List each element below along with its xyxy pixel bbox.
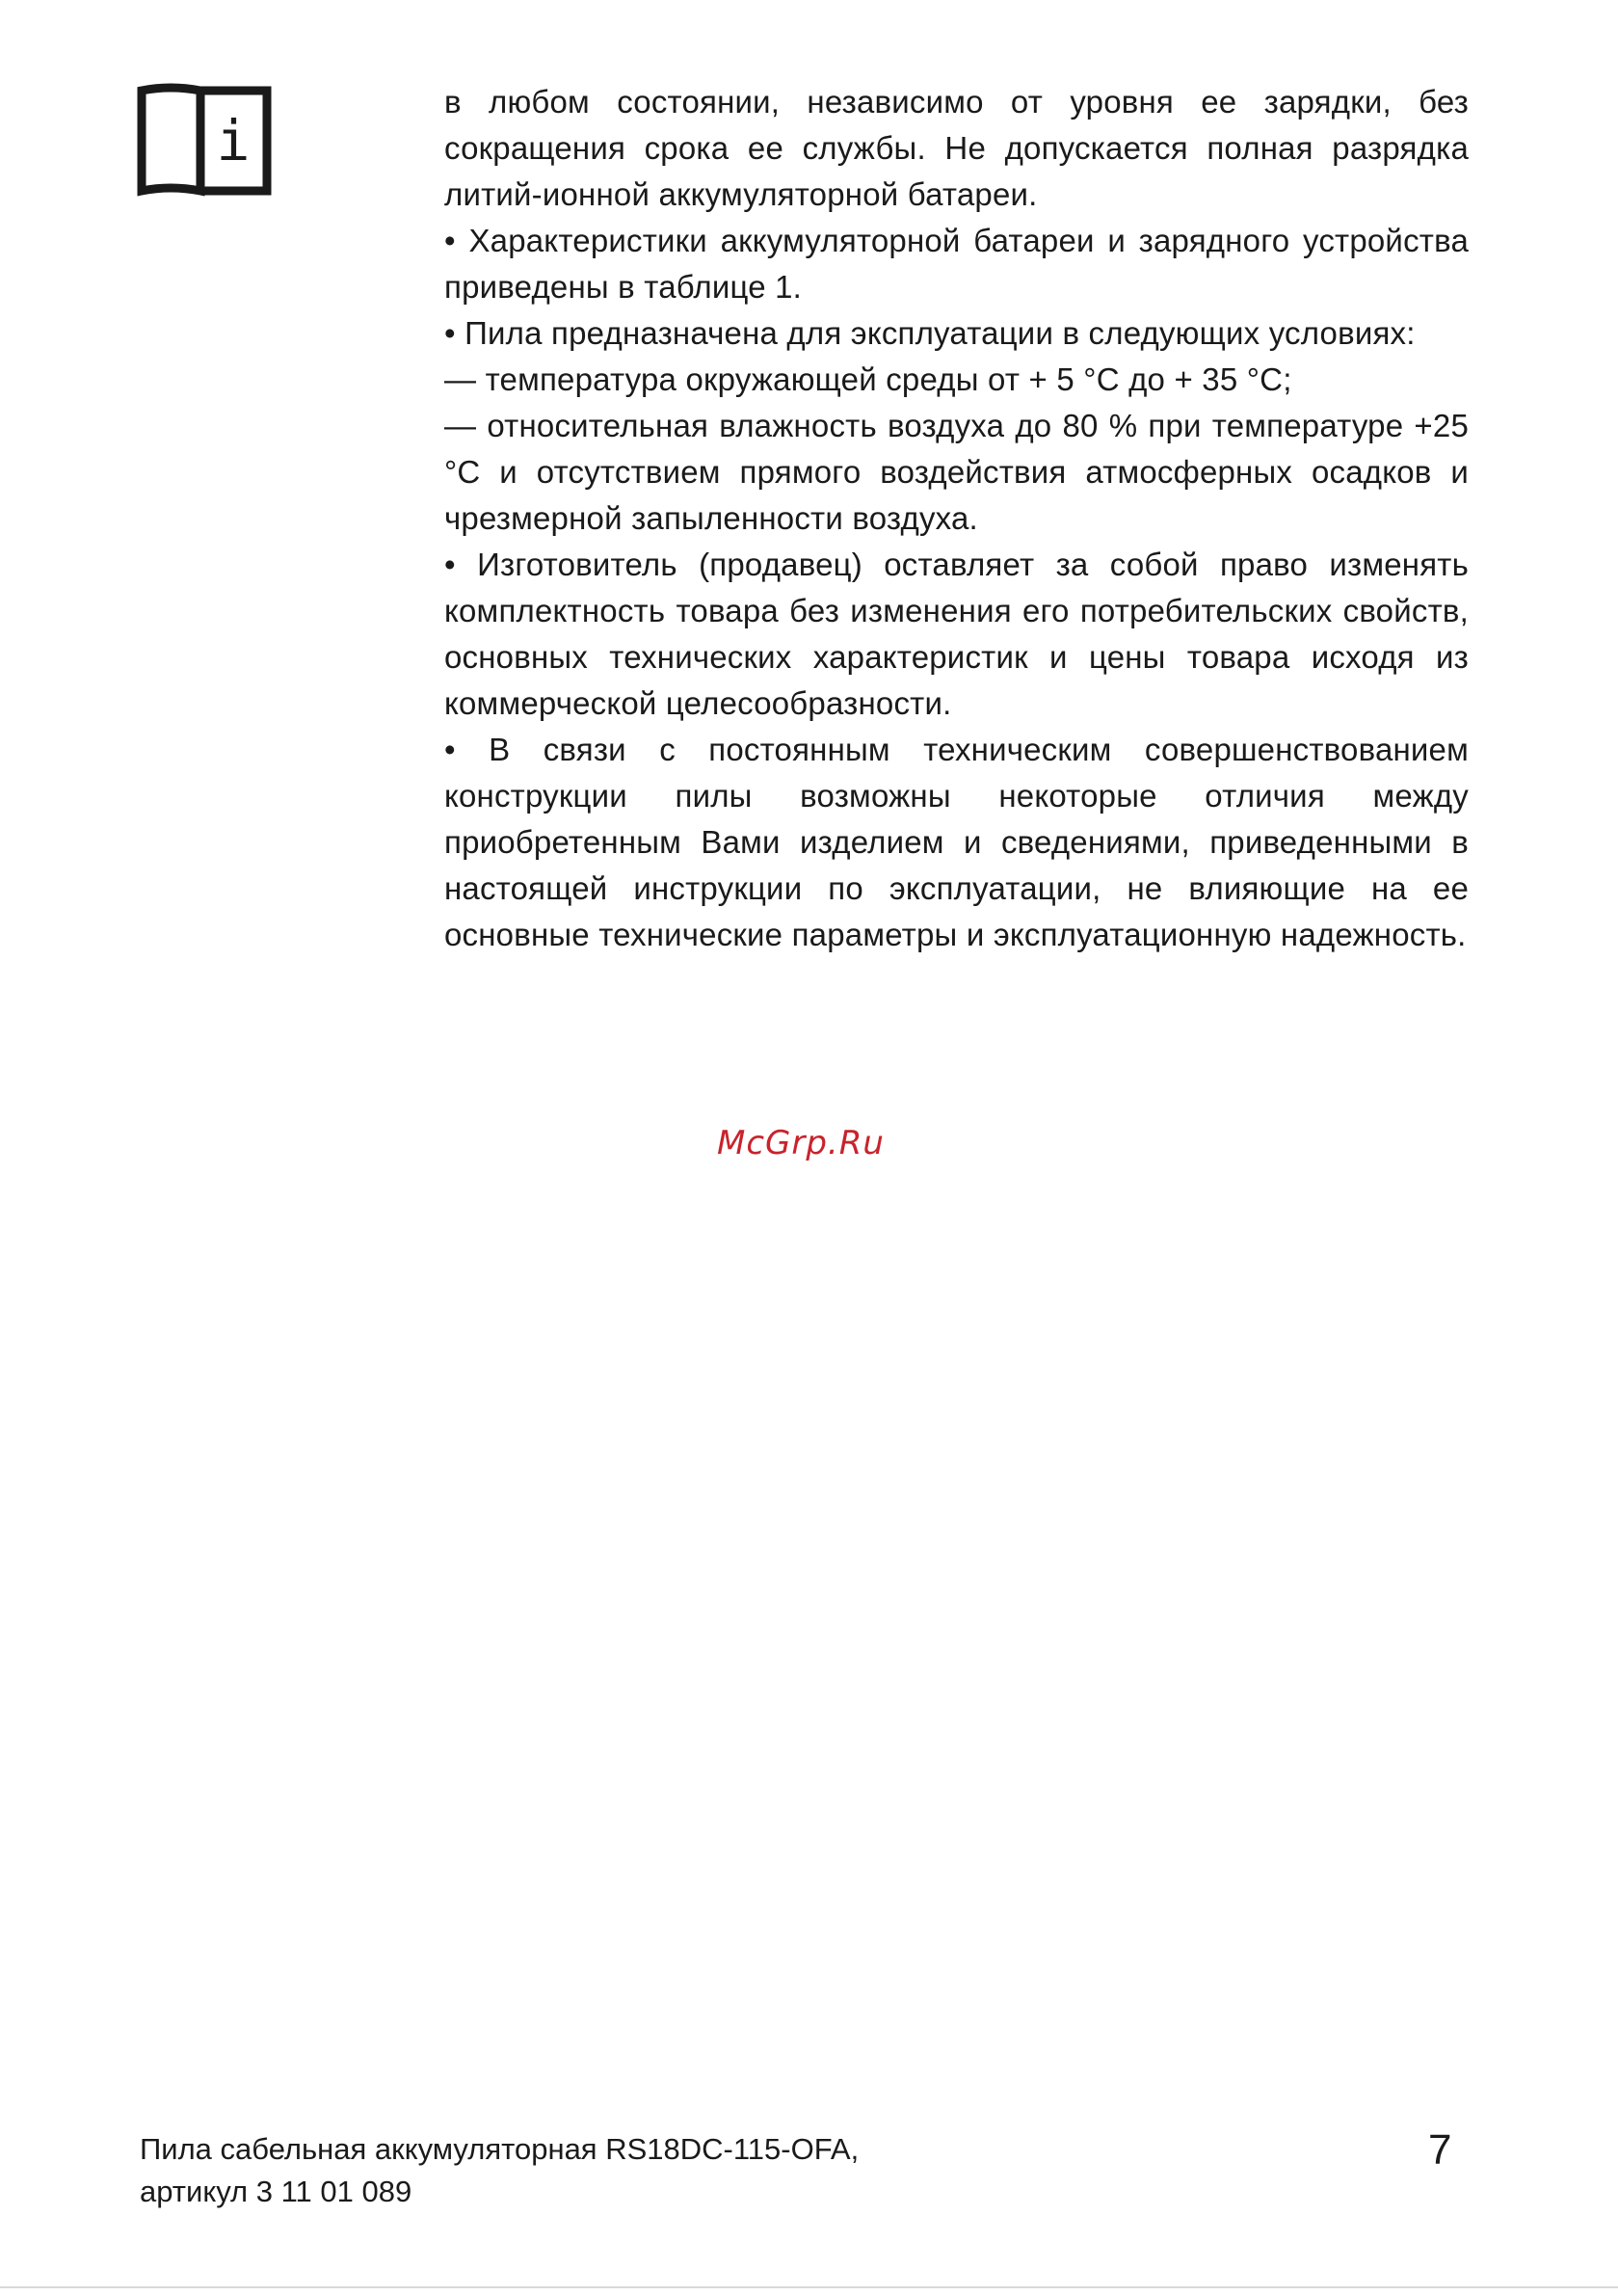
paragraph: — относительная влажность воздуха до 80 % при температуре +25 °С и отсутствием прямого воздействия атмосферных осадков и чрезмерной запыленности воздуха. — [444, 408, 1469, 536]
page-number: 7 — [1428, 2126, 1452, 2174]
footer-article-number: артикул 3 11 01 089 — [140, 2175, 412, 2208]
open-book-info-icon — [137, 83, 272, 199]
footer — [140, 2128, 859, 2213]
svg-text:i: i — [216, 108, 251, 174]
paragraph: • Характеристики аккумуляторной батареи и зарядного устройства приведены в таблице 1. — [444, 223, 1469, 305]
paragraph: • Изготовитель (продавец) оставляет за собой право изменять комплектность товара без изменения его потребительских свойств, основных технических характеристик и цены товара исходя из коммерческой целесообразности. — [444, 547, 1469, 721]
bottom-divider — [0, 2286, 1618, 2288]
main-text — [444, 79, 1469, 958]
paragraph: в любом состоянии, независимо от уровня ее зарядки, без сокращения срока ее службы. Не допускается полная разрядка литий-ионной аккумуляторной батареи. — [444, 84, 1469, 212]
paragraph: — температура окружающей среды от + 5 °С до + 35 °С; — [444, 361, 1292, 397]
footer-product-title: Пила сабельная аккумуляторная RS18DC-115-OFA, — [140, 2132, 860, 2166]
paragraph: • В связи с постоянным техническим совершенствованием конструкции пилы возможны некоторые отличия между приобретенным Вами изделием и сведениями, приведенными в настоящей инструкции по эксплуатации, не влияющие на ее основные технические параметры и эксплуатационную надежность. — [444, 732, 1469, 952]
paragraph: • Пила предназначена для эксплуатации в следующих условиях: — [444, 315, 1416, 351]
watermark: McGrp.Ru — [717, 1124, 885, 1162]
